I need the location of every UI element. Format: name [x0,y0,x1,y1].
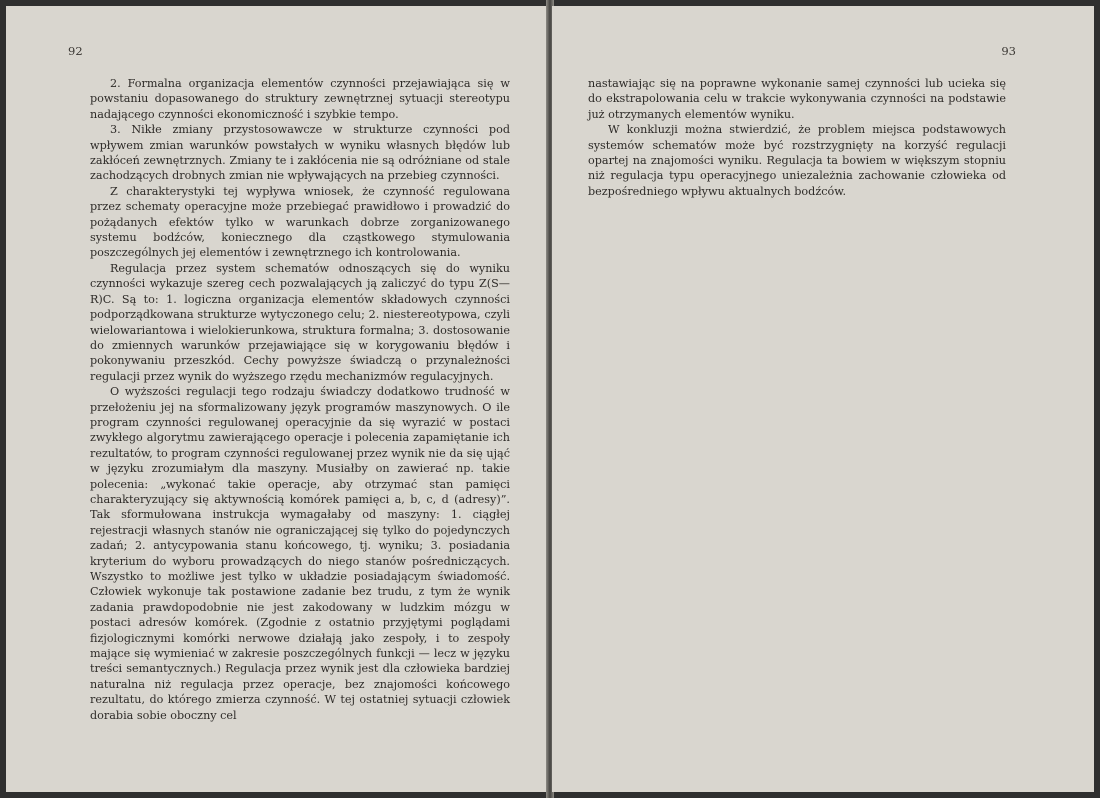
page-number-left: 92 [68,44,83,58]
left-page [6,6,548,792]
right-page [552,6,1094,792]
page-number-right: 93 [1001,44,1016,58]
paragraph: 2. Formalna organizacja elementów czynności przejawiająca się w powstaniu dopasowanego do struktury zewnętrznej sytuacji stereotypu nadającego czynności ekonomiczność i szybkie tempo. [90,77,510,121]
paragraph: 3. Nikłe zmiany przystosowawcze w strukturze czynności pod wpływem zmian warunków powstałych w wyniku własnych błędów lub zakłóceń zewnętrznych. Zmiany te i zakłócenia nie są odróżniane od stale zachodzących drobnych zmian nie wpływających na przebieg czynności. [90,123,510,183]
paragraph: W konkluzji można stwierdzić, że problem miejsca podstawowych systemów schematów może być rozstrzygnięty na korzyść regulacji opartej na znajomości wyniku. Regulacja ta bowiem w większym stopniu niż regulacja typu operacyjnego uniezależnia zachowanie człowieka od bezpośredniego wpływu aktualnych bodźców. [588,123,1006,198]
paragraph: Z charakterystyki tej wypływa wniosek, że czynność regulowana przez schematy operacyjne może przebiegać prawidłowo i prowadzić do pożądanych efektów tylko w warunkach dobrze zorganizowanego systemu bodźców, koniecznego dla cząstkowego stymulowania poszczególnych jej elementów i zewnętrznego ich kontrolowania. [90,184,510,260]
paragraph: Regulacja przez system schematów odnoszących się do wyniku czynności wykazuje szereg cech pozwalających ją zaliczyć do typu Z(S—R)C. Są to: 1. logiczna organizacja elementów składowych czynności podporządkowana strukturze wytyczonego celu; 2. niestereotypowa, czyli wielowariantowa i wielokierunkowa, struktura formalna; 3. dostosowanie do zmiennych warunków przejawiające się w korygowaniu błędów i pokonywaniu przeszkód. Cechy powyższe świadczą o przynależności regulacji przez wynik do wyższego rzędu mechanizmów regulacyjnych. [90,261,510,383]
paragraph: O wyższości regulacji tego rodzaju świadczy dodatkowo trudność w przełożeniu jej na sformalizowany język programów maszynowych. O ile program czynności regulowanej operacyjnie da się wyrazić w postaci zwykłego algorytmu zawierającego operacje i polecenia zapamiętanie ich rezultatów, to program czynności regulowanej przez wynik nie da się ująć w języku zrozumiałym dla maszyny. Musiałby on zawierać np. takie polecenia: „wykonać takie operacje, aby otrzymać stan pamięci charakteryzujący się aktywnością komórek pamięci a, b, c, d (adresy)”. Tak sformułowana instrukcja wymagałaby od maszyny: 1. ciągłej rejestracji własnych stanów nie ograniczającej się tylko do pojedynczych zadań; 2. antycypowania stanu końcowego, tj. wyniku; 3. posiadania kryterium do wyboru prowadzących do niego stanów pośredniczących. Wszystko to możliwe jest tylko w układzie posiadającym świadomość. Człowiek wykonuje tak postawione zadanie bez trudu, z tym że wynik zadania prawdopodobnie nie jest zakodowany w ludzkim mózgu w postaci adresów komórek. (Zgodnie z ostatnio przyjętymi poglądami fizjologicznymi komórki nerwowe działają jako zespoły, i to zespoły mające się wymieniać w zakresie poszczególnych funkcji — lecz w języku treści semantycznych.) Regulacja przez wynik jest dla człowieka bardziej naturalna niż regulacja przez operacje, bez znajomości końcowego rezultatu, do którego zmierza czynność. W tej ostatniej sytuacji człowiek dorabia sobie oboczny cel [90,385,510,722]
paragraph: nastawiając się na poprawne wykonanie samej czynności lub ucieka się do ekstrapolowania celu w trakcie wykonywania czynności na podstawie już otrzymanych elementów wyniku. [588,77,1006,121]
right-page-text [588,76,1006,199]
left-page-text [90,76,510,723]
